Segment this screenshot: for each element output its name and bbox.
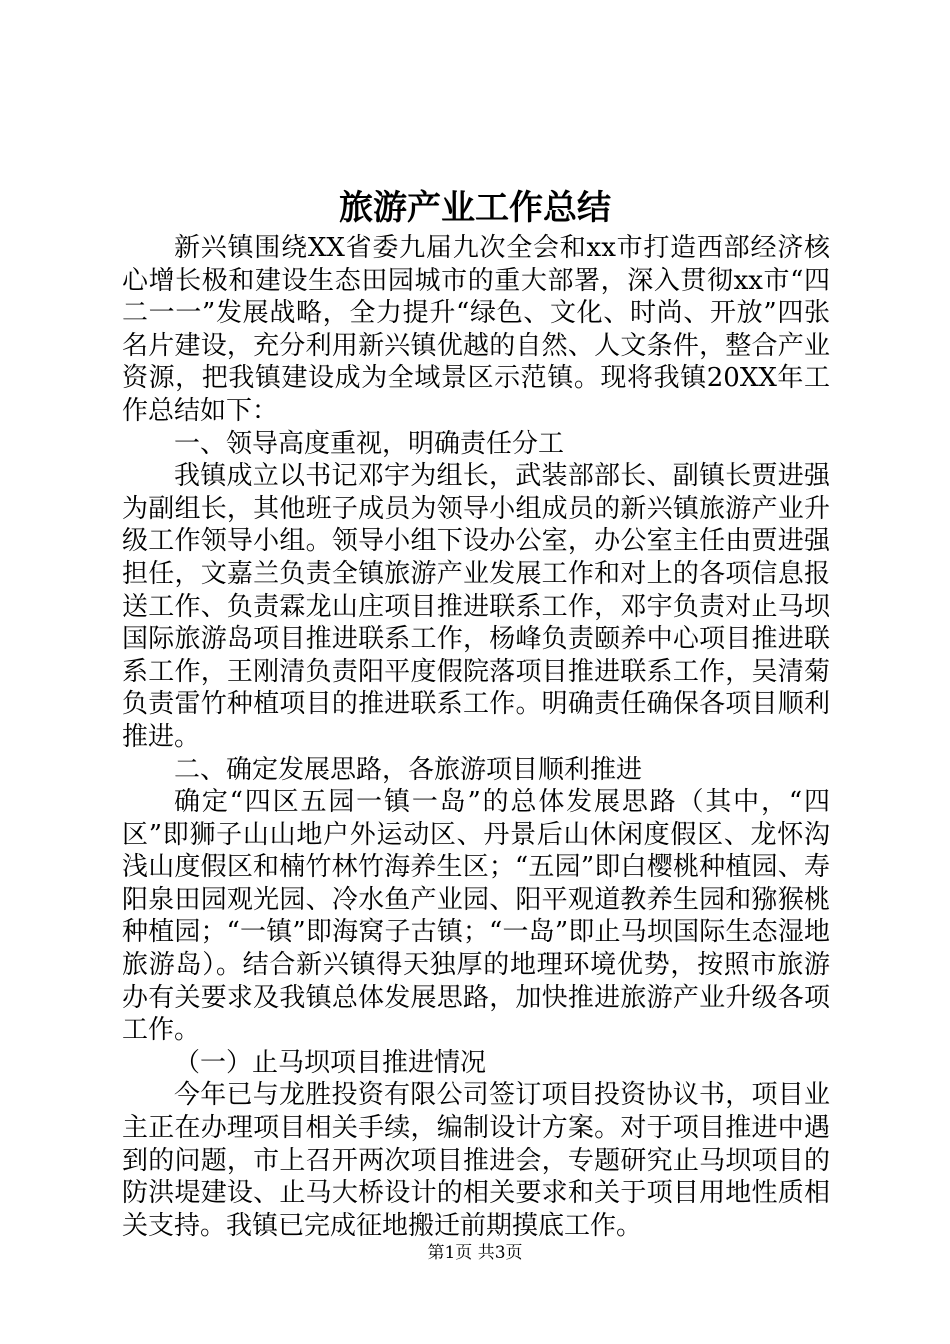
page-footer: 第1页 共3页 [427,1243,523,1263]
section-heading-1: 一、领导高度重视，明确责任分工 [174,428,565,459]
subsection-heading-1: （一）止马坝项目推进情况 [174,1047,487,1078]
paragraph-intro: 新兴镇围绕XX省委九届九次全会和xx市打造西部经济核心增长极和建设生态田园城市的重大部署，深入贯彻xx市“四二一一”发展战略，全力提升“绿色、文化、时尚、开放”四张名片建设，充分利用新兴镇优越的自然、人文条件，整合产业资源，把我镇建设成为全域景区示范镇。现将我镇20XX年工作总结如下： [122,233,830,426]
section-heading-2: 二、确定发展思路，各旅游项目顺利推进 [174,754,643,785]
paragraph-zhimaba: 今年已与龙胜投资有限公司签订项目投资协议书，项目业主正在办理项目相关手续，编制设计方案。对于项目推进中遇到的问题，市上召开两次项目推进会，专题研究止马坝项目的防洪堤建设、止马大桥设计的相关要求和关于项目用地性质相关支持。我镇已完成征地搬迁前期摸底工作。 [122,1080,830,1241]
document-body [122,232,830,1242]
paragraph-leadership: 我镇成立以书记邓宇为组长，武装部部长、副镇长贾进强为副组长，其他班子成员为领导小组成员的新兴镇旅游产业升级工作领导小组。领导小组下设办公室，办公室主任由贾进强担任，文嘉兰负责全镇旅游产业发展工作和对上的各项信息报送工作、负责霖龙山庄项目推进联系工作，邓宇负责对止马坝国际旅游岛项目推进联系工作，杨峰负责颐养中心项目推进联系工作，王刚清负责阳平度假院落项目推进联系工作，吴清菊负责雷竹种植项目的推进联系工作。明确责任确保各项目顺利推进。 [122,461,830,752]
paragraph-development: 确定“四区五园一镇一岛”的总体发展思路（其中，“四区”即狮子山山地户外运动区、丹景后山休闲度假区、龙怀沟浅山度假区和楠竹林竹海养生区；“五园”即白樱桃种植园、寿阳泉田园观光园、冷水鱼产业园、阳平观道教养生园和猕猴桃种植园；“一镇”即海窝子古镇；“一岛”即止马坝国际生态湿地旅游岛）。结合新兴镇得天独厚的地理环境优势，按照市旅游办有关要求及我镇总体发展思路，加快推进旅游产业升级各项工作。 [122,787,830,1046]
document-title: 旅游产业工作总结 [339,188,611,228]
